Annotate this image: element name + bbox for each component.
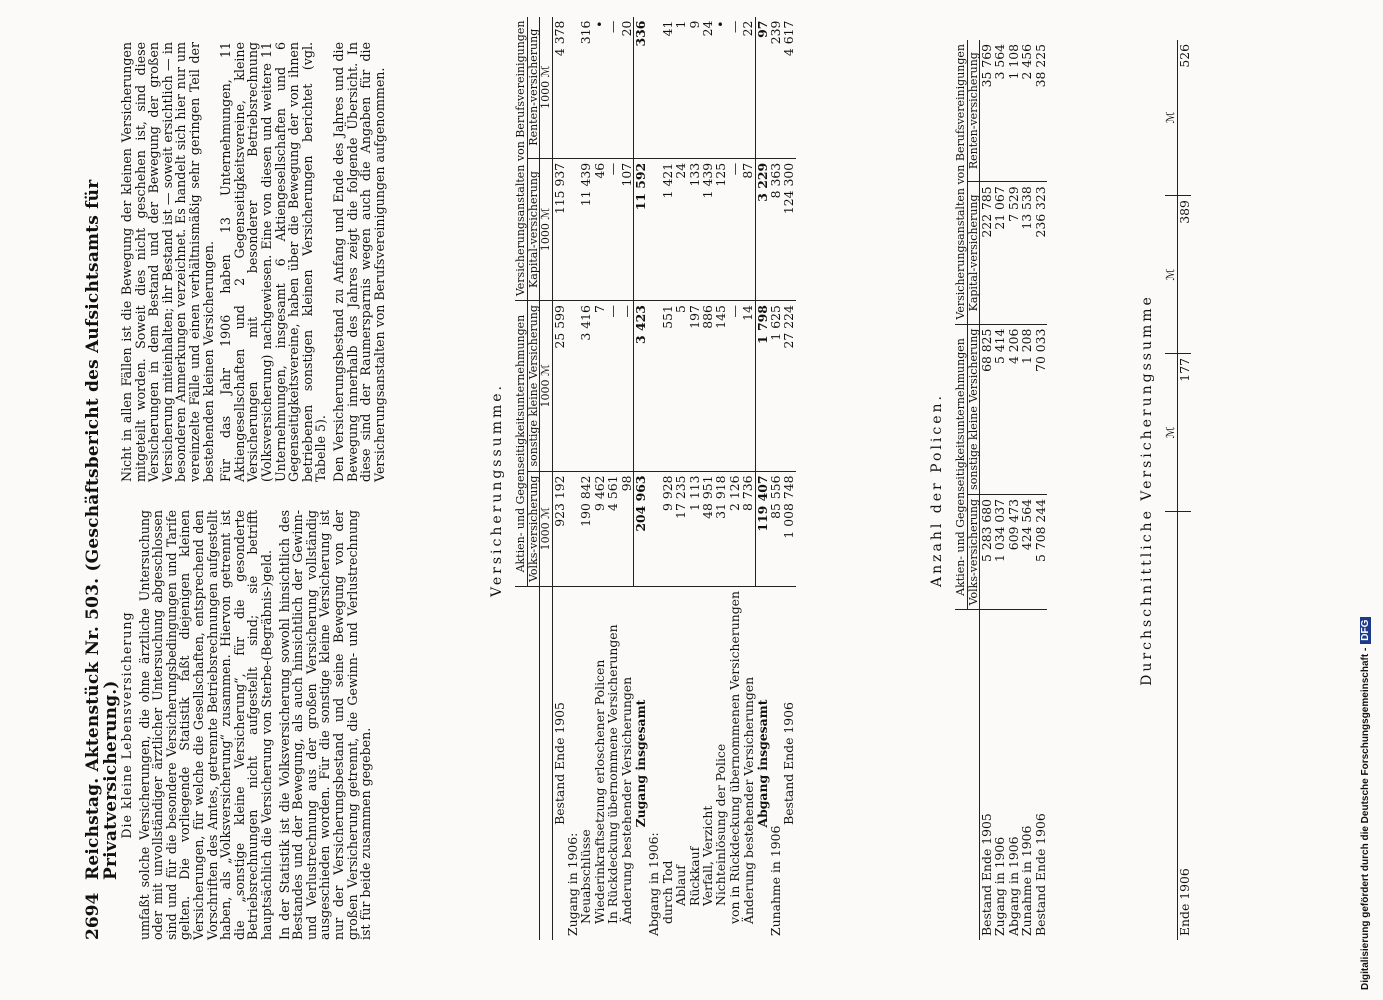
cell-value: 14 <box>741 301 755 471</box>
unit-label: 1000 ℳ <box>540 301 553 471</box>
cell-value: 107 <box>620 158 634 300</box>
cell-value: 9 462 <box>593 471 606 586</box>
cell-value: — <box>620 301 634 471</box>
table-versicherungssumme <box>515 17 796 940</box>
row-label: Abgang insgesamt <box>754 699 770 828</box>
cell-value: — <box>728 301 741 471</box>
col-header-volks: Volks-versicherung <box>967 494 980 609</box>
cell-value: 7 <box>593 301 606 471</box>
table-row <box>1177 40 1191 940</box>
table-row <box>620 17 634 940</box>
cell-value: 1 421 <box>661 158 674 300</box>
paragraph: Den Versicherungsbestand zu Anfang und Ende des Jahres und die Bewegung innerhalb des Jahres zeigt die folgende Übersicht. In diese sind der Raumersparnis wegen auch die Angaben für die Versicherungsanstalten von Berufsvereinigungen aufgenommen. <box>330 42 387 482</box>
cell-value: 389 <box>1177 196 1191 354</box>
cell-value: 1 108 <box>1007 40 1020 182</box>
cell-value: 31 918 <box>714 471 727 586</box>
cell-value: 11 592 <box>633 158 647 300</box>
cell-value: 204 963 <box>633 471 647 586</box>
row-label: Verfall, Verzicht <box>699 805 715 906</box>
cell-value: 239 <box>769 17 782 159</box>
cell-value: 35 769 <box>980 40 994 182</box>
row-label: In Rückdeckung übernommene Versicherungen <box>605 624 621 924</box>
row-label: Nichteinlösung der Police <box>713 743 729 906</box>
unit-label: 1000 ℳ <box>540 471 553 586</box>
cell-value: 5 <box>674 301 687 471</box>
heading-anzahl-der-policen: Anzahl der Policen. <box>929 393 945 588</box>
row-label: Zugang insgesamt <box>632 699 648 828</box>
cell-value: 609 473 <box>1007 494 1020 609</box>
table-body <box>552 17 796 940</box>
cell-value: 125 <box>714 158 727 300</box>
row-label: Zunahme in 1906 <box>1019 825 1035 936</box>
cell-value: 1 439 <box>701 158 714 300</box>
text-column-left <box>120 510 377 940</box>
cell-value: 316 <box>579 17 592 159</box>
unit-label: ℳ <box>1165 40 1177 196</box>
cell-value: 1 798 <box>755 301 769 471</box>
cell-value <box>566 471 579 586</box>
cell-value: 98 <box>620 471 634 586</box>
cell-value: 21 067 <box>993 182 1006 324</box>
cell-value: 236 323 <box>1034 182 1047 324</box>
unit-label: ℳ <box>1165 196 1177 354</box>
row-label: Zugang in 1906 <box>992 836 1008 936</box>
col-group-aktien: Aktien- und Gegenseitigkeitsunternehmungen <box>955 324 967 610</box>
cell-value: 923 192 <box>552 471 566 586</box>
col-group-berufsvereinigungen: Versicherungsanstalten von Berufsvereinigungen <box>955 40 967 324</box>
cell-value: — <box>606 17 619 159</box>
col-header-renten: Renten-versicherung <box>527 17 540 159</box>
cell-value: 3 423 <box>633 301 647 471</box>
unit-label: 1000 ℳ <box>540 158 553 300</box>
cell-value: 8 363 <box>769 158 782 300</box>
col-header-sonstige: sonstige kleine Versicherung <box>527 301 540 471</box>
cell-value: 133 <box>688 158 701 300</box>
row-label: Änderung bestehender Versicherungen <box>740 676 756 924</box>
cell-value: 1 208 <box>1020 324 1033 494</box>
cell-value: 9 928 <box>661 471 674 586</box>
cell-value: 119 407 <box>755 471 769 586</box>
col-header-sonstige: sonstige kleine Versicherung <box>967 324 980 494</box>
cell-value: 1 <box>674 17 687 159</box>
table-body <box>980 40 1047 940</box>
row-label: Bestand Ende 1905 <box>551 702 567 825</box>
cell-value: — <box>606 301 619 471</box>
text-column-right <box>120 42 390 482</box>
cell-value: 87 <box>741 158 755 300</box>
heading-versicherungssumme: Versicherungssumme. <box>489 383 505 597</box>
table-row <box>674 17 687 940</box>
table-anzahl-der-policen <box>955 40 1047 940</box>
cell-value: 1 625 <box>769 301 782 471</box>
table-row <box>769 17 782 940</box>
row-label: Zunahme in 1906 <box>767 825 783 936</box>
cell-value: 177 <box>1177 354 1191 512</box>
cell-value <box>566 158 579 300</box>
cell-value: 124 300 <box>782 158 795 300</box>
paragraph: Für das Jahr 1906 haben 13 Unternehmungen, 11 Aktiengesellschaften und 2 Gegenseitigkeitsvereine, kleine Versicherungen mit besonderer Betriebsrechnung (Volksversicherung) nachgewiesen. Eine von diesen und weitere 11 Unternehmungen, insgesamt 6 Aktiengesellschaften und 6 Gegenseitigkeitsvereine, haben über die Bewegung der von ihnen betriebenen sonstigen kleinen Versicherungen berichtet (vgl. Tabelle 5). <box>218 42 329 482</box>
cell-value: 551 <box>661 301 674 471</box>
paragraph: In der Statistik ist die Volksversicherung sowohl hinsichtlich des Bestandes und der Bewegung, als auch hinsichtlich der Gewinn- und Verlustrechnung aus der großen Versicherung vollständig ausgeschieden worden. Für die sonstige kleine Versicherung ist nur der Versicherungsbestand und seine Bewegung von der großen Versicherung getrennt, die Gewinn- und Verlustrechnung ist für beide zusammen gegeben. <box>276 510 374 940</box>
unit-label: 1000 ℳ <box>540 17 553 159</box>
page-number: 2694 <box>83 892 103 940</box>
row-label: von in Rückdeckung übernommenen Versicherungen <box>726 591 742 924</box>
cell-value: • <box>714 17 727 159</box>
cell-value: — <box>606 158 619 300</box>
cell-value: 8 736 <box>741 471 755 586</box>
digitization-stamp <box>1360 10 1378 990</box>
table-row <box>993 40 1006 940</box>
cell-value: 11 439 <box>579 158 592 300</box>
table-row <box>647 17 660 940</box>
table-row <box>566 17 579 940</box>
cell-value: 222 785 <box>980 182 994 324</box>
cell-value: — <box>728 17 741 159</box>
table-row <box>728 17 741 940</box>
cell-value: 68 825 <box>980 324 994 494</box>
cell-value: 97 <box>755 17 769 159</box>
cell-value: 1 113 <box>688 471 701 586</box>
cell-value: 1 034 037 <box>993 494 1006 609</box>
cell-value: • <box>593 17 606 159</box>
cell-value: 46 <box>593 158 606 300</box>
paragraph: Nicht in allen Fällen ist die Bewegung der kleinen Versicherungen mitgeteilt worden. Soweit dies nicht geschehen ist, sind diese Versicherungen in dem Bestand und der Bewegung der großen Versicherung miteinhalten; ihr Bestand ist — soweit ersichtlich — in besonderen Anmerkungen verzeichnet. Es handelt sich hier nur um vereinzelte Fälle und einen verhältnismäßig sehr geringen Teil der bestehenden kleinen Versicherungen. <box>119 42 216 482</box>
table-row <box>579 17 592 940</box>
cell-value: 526 <box>1177 40 1191 196</box>
cell-value: 70 033 <box>1034 324 1047 494</box>
cell-value <box>566 301 579 471</box>
cell-value: 3 229 <box>755 158 769 300</box>
cell-value: 145 <box>714 301 727 471</box>
table-row <box>606 17 619 940</box>
row-label: Zugang in 1906: <box>565 832 581 936</box>
table-row <box>1007 40 1020 940</box>
unit-label: ℳ <box>1165 354 1177 512</box>
cell-value: 5 708 244 <box>1034 494 1047 609</box>
page-title: Reichstag. Aktenstück Nr. 503. (Geschäftsbericht des Aufsichtsamts für Privatversicherung.) <box>83 179 122 880</box>
table-row <box>755 17 769 940</box>
cell-value: — <box>728 158 741 300</box>
cell-value: 2 126 <box>728 471 741 586</box>
table-row <box>980 40 994 940</box>
table-durchschnitt <box>1165 40 1191 940</box>
page-header <box>78 40 122 940</box>
stamp-text: Digitalisierung gefördert durch die Deutsche Forschungsgemeinschaft - <box>1360 647 1371 990</box>
cell-value: 4 206 <box>1007 324 1020 494</box>
cell-value: 27 224 <box>782 301 795 471</box>
cell-value: 424 564 <box>1020 494 1033 609</box>
table-row <box>552 17 566 940</box>
table-row <box>661 17 674 940</box>
row-label: Bestand Ende 1905 <box>979 813 995 936</box>
cell-value: 3 416 <box>579 301 592 471</box>
cell-value <box>647 17 660 159</box>
row-label: Abgang in 1906: <box>646 832 662 936</box>
cell-value: 41 <box>661 17 674 159</box>
cell-value: 5 283 680 <box>980 494 994 609</box>
paragraph: umfaßt solche Versicherungen, die ohne ärztliche Untersuchung oder mit unvollständiger ärztlicher Untersuchung abgeschlossen sind und für die besondere Versicherungsbedingungen und Tarife gelten. Die vorliegende Statistik faßt diejenigen kleinen Versicherungen, für welche die Gesellschaften, entsprechend den Vorschriften des Amtes, getrennte Betriebsrechnungen aufgestellt haben, als „Volksversicherung“ zusammen. Hiervon getrennt ist die „sonstige kleine Versicherung“, für die gesonderte Betriebsrechnungen nicht aufgestellt sind; sie betrifft hauptsächlich die Versicherung von Sterbe-(Begräbnis-)geld. <box>136 510 274 940</box>
row-label: Abgang in 1906 <box>1005 836 1021 936</box>
cell-value: 115 937 <box>552 158 566 300</box>
cell-value: 190 842 <box>579 471 592 586</box>
table-row <box>714 17 727 940</box>
table-row <box>633 17 647 940</box>
cell-value: 5 414 <box>993 324 1006 494</box>
cell-value: 25 599 <box>552 301 566 471</box>
cell-value <box>566 17 579 159</box>
cell-value: 197 <box>688 301 701 471</box>
cell-value: 1 008 748 <box>782 471 795 586</box>
cell-value: 886 <box>701 301 714 471</box>
row-label: Rückkauf <box>686 846 702 906</box>
row-label: Änderung bestehender Versicherungen <box>619 676 635 924</box>
cell-value: 4 378 <box>552 17 566 159</box>
cell-value: 85 556 <box>769 471 782 586</box>
table-row <box>1020 40 1033 940</box>
cell-value: 20 <box>620 17 634 159</box>
cell-value: 22 <box>741 17 755 159</box>
cell-value: 2 456 <box>1020 40 1033 182</box>
row-label: Bestand Ende 1906 <box>1032 813 1048 936</box>
section-title: Die kleine Lebensversicherung <box>119 611 134 839</box>
row-label: Ende 1906 <box>1176 868 1192 936</box>
row-label: durch Tod <box>659 860 675 924</box>
dfg-logo: DFG <box>1360 617 1371 644</box>
cell-value: 336 <box>633 17 647 159</box>
cell-value <box>647 471 660 586</box>
col-header-kapital: Kapital-versicherung <box>967 182 980 324</box>
row-label: Wiederinkraftsetzung erloschener Policen <box>591 659 607 924</box>
table-row <box>593 17 606 940</box>
table-row <box>1034 40 1047 940</box>
cell-value: 38 225 <box>1034 40 1047 182</box>
table-row <box>701 17 714 940</box>
table-row <box>688 17 701 940</box>
col-header-kapital: Kapital-versicherung <box>527 158 540 300</box>
cell-value: 7 529 <box>1007 182 1020 324</box>
row-label: Neuabschlüsse <box>578 829 594 924</box>
cell-value: 4 617 <box>782 17 795 159</box>
cell-value <box>647 158 660 300</box>
col-header-volks: Volks-versicherung <box>527 471 540 586</box>
cell-value: 17 235 <box>674 471 687 586</box>
cell-value: 24 <box>674 158 687 300</box>
cell-value: 9 <box>688 17 701 159</box>
table-row <box>741 17 755 940</box>
col-group-berufsvereinigungen: Versicherungsanstalten von Berufsvereinigungen <box>515 17 527 301</box>
cell-value: 4 561 <box>606 471 619 586</box>
table-row <box>782 17 795 940</box>
col-group-aktien: Aktien- und Gegenseitigkeitsunternehmungen <box>515 301 527 587</box>
cell-value: 13 538 <box>1020 182 1033 324</box>
heading-durchschnittliche-versicherungssumme: Durchschnittliche Versicherungssumme <box>1139 294 1155 686</box>
row-label: Ablauf <box>673 865 689 906</box>
cell-value <box>647 301 660 471</box>
cell-value: 48 951 <box>701 471 714 586</box>
col-header-renten: Renten-versicherung <box>967 40 980 182</box>
row-label: Bestand Ende 1906 <box>781 702 797 825</box>
cell-value: 3 564 <box>993 40 1006 182</box>
cell-value: 24 <box>701 17 714 159</box>
